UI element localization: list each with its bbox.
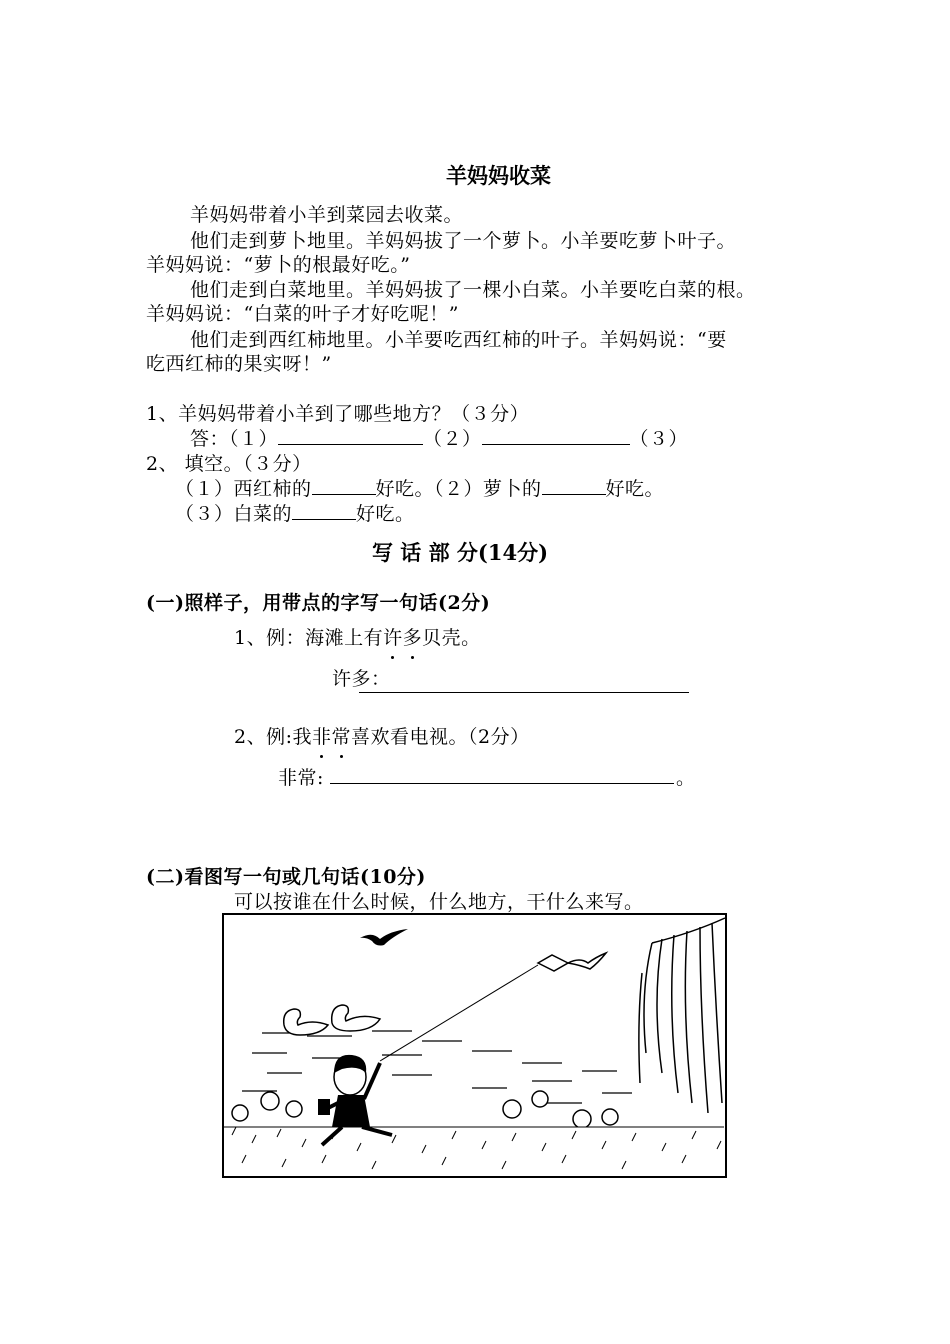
- passage-paragraph-1: 羊妈妈带着小羊到菜园去收菜。: [190, 204, 464, 226]
- answer-label: 答：: [190, 428, 230, 450]
- example-1-dotted-char-2: 多: [402, 627, 423, 649]
- answer-3-label: （３）: [629, 428, 689, 450]
- answer-2-blank[interactable]: [482, 426, 630, 445]
- question-1-answer-row: [190, 424, 688, 451]
- fill-item-3-prefix: （３）白菜的: [175, 503, 293, 525]
- example-2: [234, 722, 530, 749]
- fill-item-2-suffix: 好吃。: [605, 478, 665, 500]
- example-2-period: 。: [676, 767, 696, 789]
- question-1: 1、羊妈妈带着小羊到了哪些地方？（３分）: [146, 403, 530, 425]
- example-1-dotted-char-1: 许: [383, 627, 403, 649]
- example-2-dotted-char-1: 非: [312, 726, 332, 748]
- kite-flying-picture: [222, 913, 727, 1178]
- example-2-word-label: 非常:: [278, 767, 324, 789]
- example-1-prefix: 1、例：海滩上有: [234, 627, 384, 649]
- example-2-dotted-char-2: 常: [331, 726, 352, 748]
- answer-1-blank[interactable]: [278, 426, 423, 445]
- fill-item-3-blank[interactable]: [292, 501, 356, 520]
- fill-item-3-suffix: 好吃。: [356, 503, 415, 525]
- writing-part-2-title: (二)看图写一句或几句话(10分): [146, 866, 426, 888]
- question-2: 2、 填空。（３分）: [146, 453, 312, 475]
- example-1-answer-line[interactable]: [359, 692, 689, 693]
- answer-2-label: （２）: [423, 428, 482, 450]
- passage-paragraph-3-line-1: 他们走到白菜地里。羊妈妈拔了一棵小白菜。小羊要吃白菜的根。: [190, 279, 756, 301]
- example-2-prefix: 2、例:我: [234, 726, 312, 748]
- example-2-answer-line[interactable]: [330, 783, 674, 784]
- example-1: [234, 623, 481, 650]
- fill-item-2-prefix: （２）萝卜的: [434, 478, 542, 500]
- example-2-suffix: 喜欢看电视。（2分）: [351, 726, 530, 748]
- passage-paragraph-2-line-2: 羊妈妈说：“萝卜的根最好吃。”: [146, 254, 411, 276]
- fill-item-1-suffix: 好吃。: [375, 478, 435, 500]
- writing-section-title: 写 话 部 分(14分): [372, 540, 549, 565]
- passage-paragraph-2-line-1: 他们走到萝卜地里。羊妈妈拔了一个萝卜。小羊要吃萝卜叶子。: [190, 230, 737, 252]
- grass: [224, 1127, 724, 1175]
- example-1-word-label: 许多：: [332, 668, 391, 690]
- passage-paragraph-4-line-2: 吃西红柿的果实呀！”: [146, 353, 332, 375]
- fill-item-1-prefix: （１）西红柿的: [175, 478, 312, 500]
- answer-1-label: （１）: [229, 428, 279, 450]
- passage-paragraph-3-line-2: 羊妈妈说：“白菜的叶子才好吃呢！”: [146, 303, 459, 325]
- passage-paragraph-4-line-1: 他们走到西红柿地里。小羊要吃西红柿的叶子。羊妈妈说：“要: [190, 329, 727, 351]
- fill-item-3-row: [175, 499, 415, 526]
- passage-title: 羊妈妈收菜: [446, 163, 551, 188]
- fill-item-1-row: [175, 474, 664, 501]
- fill-item-2-blank[interactable]: [542, 476, 606, 495]
- writing-part-1-title: (一)照样子，用带点的字写一句话(2分): [146, 592, 491, 614]
- example-1-suffix: 贝壳。: [422, 627, 481, 649]
- writing-part-2-hint: 可以按谁在什么时候，什么地方，干什么来写。: [234, 891, 644, 913]
- fill-item-1-blank[interactable]: [312, 476, 376, 495]
